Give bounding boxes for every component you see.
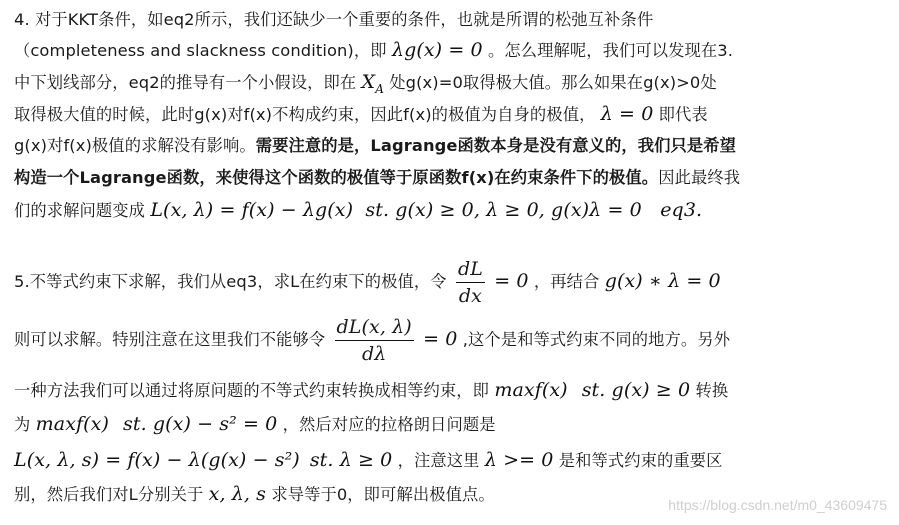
formula-subscript: A <box>375 81 384 96</box>
s4-line-6 <box>14 166 740 190</box>
s5-line-3 <box>14 378 728 403</box>
text: 转换 <box>695 381 729 400</box>
s5-line-2 <box>14 316 730 365</box>
denominator: dx <box>456 282 485 307</box>
text: 是和等式约束的重要区 <box>558 451 723 470</box>
formula: x, λ, s <box>208 483 267 505</box>
formula: λg(x) = 0 <box>391 39 483 61</box>
text: ，注意这里 <box>397 451 480 470</box>
formula <box>361 71 384 96</box>
s5-line-1 <box>14 258 721 307</box>
text: 一种方法我们可以通过将原问题的不等式约束转换成相等约束，即 <box>14 381 490 400</box>
formula: g(x) ∗ λ = 0 <box>604 270 721 292</box>
text: 即代表 <box>658 105 708 124</box>
denominator: dλ <box>335 340 414 365</box>
s5-line-6 <box>14 482 495 507</box>
formula: = 0 <box>494 270 529 292</box>
text: 们的求解问题变成 <box>14 201 146 220</box>
formula: = 0 <box>423 328 458 350</box>
text: （completeness and slackness condition)，即 <box>14 41 387 60</box>
s5-line-4 <box>14 412 496 437</box>
text: 则可以求解。特别注意在这里我们不能够令 <box>14 330 326 349</box>
fraction-dL-dlambda <box>335 316 414 365</box>
s4-line-3 <box>14 70 717 101</box>
watermark: https://blog.csdn.net/m0_43609475 <box>668 497 887 513</box>
formula: maxf(x) <box>494 379 568 401</box>
s4-line-7 <box>14 198 702 223</box>
s4-line-1 <box>14 8 653 32</box>
text: 4. 对于KKT条件，如eq2所示，我们还缺少一个重要的条件，也就是所谓的松弛互补条件 <box>14 10 654 29</box>
text: 因此最终我 <box>658 168 741 187</box>
formula: st. λ ≥ 0 <box>309 449 393 471</box>
text: 为 <box>14 415 31 434</box>
formula: λ = 0 <box>600 103 654 125</box>
bold-text: 构造一个Lagrange函数，来使得这个函数的极值等于原函数f(x)在约束条件下的极值。 <box>14 168 659 187</box>
formula-eq3: L(x, λ) = f(x) − λg(x) st. g(x) ≥ 0, λ ≥ 0, g(x)λ = 0 eq3. <box>150 199 703 221</box>
bold-text: 需要注意的是，Lagrange函数本身是没有意义的，我们只是希望 <box>255 136 737 155</box>
text: 求导等于0，即可解出极值点。 <box>271 485 495 504</box>
numerator: dL <box>457 258 483 280</box>
numerator: dL(x, λ) <box>336 316 412 338</box>
s4-line-4 <box>14 102 708 127</box>
formula: st. g(x) ≥ 0 <box>581 379 691 401</box>
s4-line-2 <box>14 38 733 63</box>
formula-base: X <box>361 71 376 93</box>
s5-line-5 <box>14 448 723 473</box>
text: 中下划线部分，eq2的推导有一个小假设，即在 <box>14 73 357 92</box>
formula: maxf(x) <box>35 413 110 435</box>
text: ，然后对应的拉格朗日问题是 <box>282 415 496 434</box>
text: 别，然后我们对L分别关于 <box>14 485 204 504</box>
text: ,这个是和等式约束不同的地方。另外 <box>462 330 731 349</box>
formula: st. g(x) − s² = 0 <box>123 413 278 435</box>
text: 处g(x)=0取得极大值。那么如果在g(x)>0处 <box>389 73 717 92</box>
text: 。怎么理解呢，我们可以发现在3. <box>487 41 734 60</box>
text: 取得极大值的时候，此时g(x)对f(x)不构成约束，因此f(x)的极值为自身的极值， <box>14 105 596 124</box>
formula: λ >= 0 <box>484 449 554 471</box>
text: 5.不等式约束下求解，我们从eq3，求L在约束下的极值，令 <box>14 272 447 291</box>
s4-line-5 <box>14 134 736 158</box>
text: g(x)对f(x)极值的求解没有影响。 <box>14 136 256 155</box>
fraction-dL-dx <box>456 258 485 307</box>
text: ，再结合 <box>533 272 600 291</box>
formula: L(x, λ, s) = f(x) − λ(g(x) − s²) <box>14 449 300 471</box>
